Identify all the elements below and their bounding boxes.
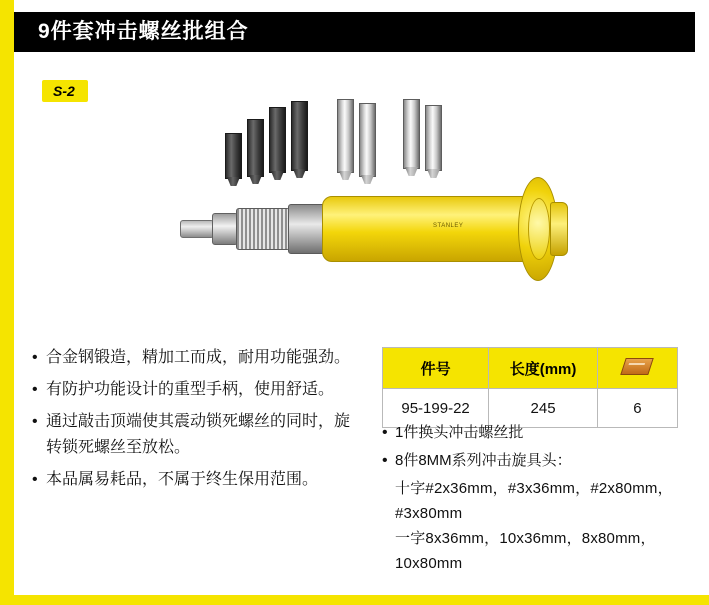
feature-text: 本品属易耗品，不属于终生保用范围。 (46, 471, 319, 488)
driver-shaft (288, 204, 326, 254)
list-item (32, 409, 362, 461)
list-item (32, 467, 362, 493)
column-header-part-number: 件号 (383, 348, 489, 389)
column-header-package (597, 348, 677, 389)
driver-knurled-sleeve (236, 208, 290, 250)
list-item (32, 377, 362, 403)
feature-text: 有防护功能设计的重型手柄，使用舒适。 (46, 381, 335, 398)
title-bar (14, 12, 695, 52)
bit-4 (291, 101, 308, 171)
bullet-icon: • (32, 413, 38, 430)
left-frame-accent (0, 0, 14, 605)
bullet-icon: • (382, 452, 388, 469)
bullet-icon: • (32, 381, 38, 398)
driver-nose (180, 220, 214, 238)
bit-shank (403, 99, 420, 169)
content-text: 8件8MM系列冲击旋具头： (395, 452, 572, 469)
bit-1 (225, 133, 242, 179)
list-item (382, 420, 692, 446)
cell-package-qty: 6 (597, 389, 677, 428)
content-subline: #3x80mm (395, 505, 463, 522)
content-subline: 十字#2x36mm，#3x36mm，#2x80mm， (395, 480, 673, 497)
driver-guard-inner-ring (528, 198, 550, 260)
cell-part-number: 95-199-22 (383, 389, 489, 428)
bit-shank (247, 119, 264, 177)
driver-strike-cap (550, 202, 568, 256)
impact-driver-illustration (180, 180, 600, 295)
bit-shank (425, 105, 442, 171)
driver-collar (212, 213, 238, 245)
page-title: 9件套冲击螺丝批组合 (38, 20, 249, 43)
bullet-icon: • (32, 349, 38, 366)
bit-3 (269, 107, 286, 173)
content-subline: 一字8x36mm，10x36mm，8x80mm， (395, 530, 656, 547)
bit-tip (339, 171, 352, 180)
list-item (382, 448, 692, 474)
bullet-icon: • (32, 471, 38, 488)
bit-2 (247, 119, 264, 177)
status-badge: S-2 (42, 80, 88, 102)
list-item (32, 345, 362, 371)
package-contents-list (382, 420, 692, 576)
bit-set-illustration (225, 95, 465, 185)
specification-table (382, 347, 678, 428)
cell-length: 245 (489, 389, 598, 428)
driver-handle (322, 196, 537, 262)
bit-tip (405, 167, 418, 176)
product-image (40, 75, 680, 325)
feature-text: 通过敲击顶端使其震动锁死螺丝的同时，旋转锁死螺丝至放松。 (46, 413, 351, 456)
content-subline: 10x80mm (395, 555, 463, 572)
bit-7 (403, 99, 420, 169)
feature-text: 合金钢锻造，精加工而成，耐用功能强劲。 (46, 349, 351, 366)
bit-tip (427, 169, 440, 178)
brand-logo: STANLEY (433, 223, 464, 229)
bit-8 (425, 105, 442, 171)
bit-shank (291, 101, 308, 171)
bit-tip (293, 169, 306, 178)
table-head (383, 348, 678, 389)
bit-6 (359, 103, 376, 177)
bit-shank (359, 103, 376, 177)
bit-shank (225, 133, 242, 179)
bit-shank (337, 99, 354, 173)
bit-5 (337, 99, 354, 173)
table-header-row (383, 348, 678, 389)
content-text: 1件换头冲击螺丝批 (395, 424, 524, 441)
bottom-frame-accent (0, 595, 709, 605)
carton-box-icon (621, 358, 655, 375)
column-header-length: 长度(mm) (489, 348, 598, 389)
bullet-icon: • (382, 424, 388, 441)
feature-list (32, 345, 362, 499)
bit-tip (271, 171, 284, 180)
bit-shank (269, 107, 286, 173)
